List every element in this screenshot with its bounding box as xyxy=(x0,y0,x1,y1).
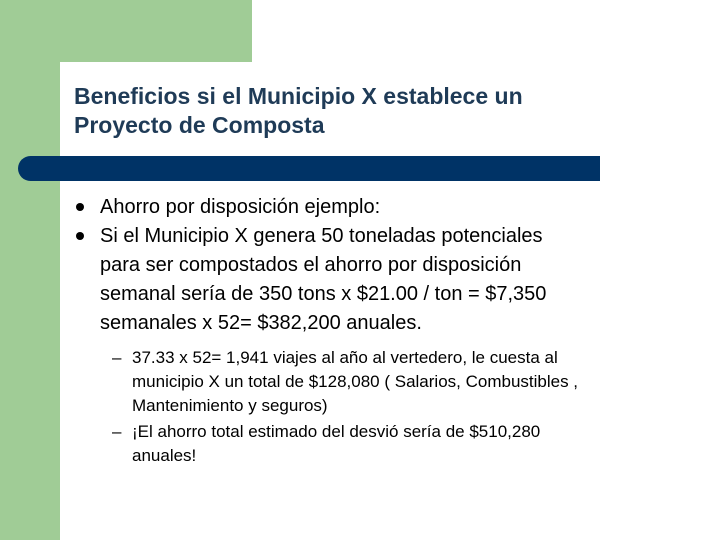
sub-bullet-text: 37.33 x 52= 1,941 viajes al año al vertedero, le cuesta al xyxy=(132,348,558,367)
bullet-item-1 xyxy=(74,193,664,222)
left-green-band xyxy=(0,0,60,540)
title-underline-bar xyxy=(18,156,600,181)
sub-bullet-item-2 xyxy=(112,420,672,468)
bullet-dot-icon xyxy=(76,203,84,211)
dash-icon: – xyxy=(112,422,122,441)
sub-bullet-text: anuales! xyxy=(132,446,197,465)
sub-bullet-text: ¡El ahorro total estimado del desvió sería de $510,280 xyxy=(132,422,541,441)
sub-bullet-text: Mantenimiento y seguros) xyxy=(132,396,328,415)
slide-title-line-1: Beneficios si el Municipio X establece un xyxy=(74,83,523,109)
bullet-item-2 xyxy=(74,222,664,338)
dash-icon: – xyxy=(112,348,122,367)
slide-title xyxy=(74,82,674,140)
top-green-band xyxy=(0,0,252,62)
bullet-text: Si el Municipio X genera 50 toneladas potenciales xyxy=(100,225,543,247)
slide-title-line-2: Proyecto de Composta xyxy=(74,112,325,138)
bullet-text: para ser compostados el ahorro por disposición xyxy=(100,254,522,276)
bullet-dot-icon xyxy=(76,232,84,240)
bullet-text: semanal sería de 350 tons x $21.00 / ton = $7,350 xyxy=(100,283,547,305)
sub-bullet-list xyxy=(112,346,672,468)
sub-bullet-text: municipio X un total de $128,080 ( Salarios, Combustibles , xyxy=(132,372,579,391)
bullet-text: semanales x 52= $382,200 anuales. xyxy=(100,312,422,334)
bullet-list xyxy=(74,193,664,338)
sub-bullet-item-1 xyxy=(112,346,672,418)
bullet-text: Ahorro por disposición ejemplo: xyxy=(100,196,381,218)
